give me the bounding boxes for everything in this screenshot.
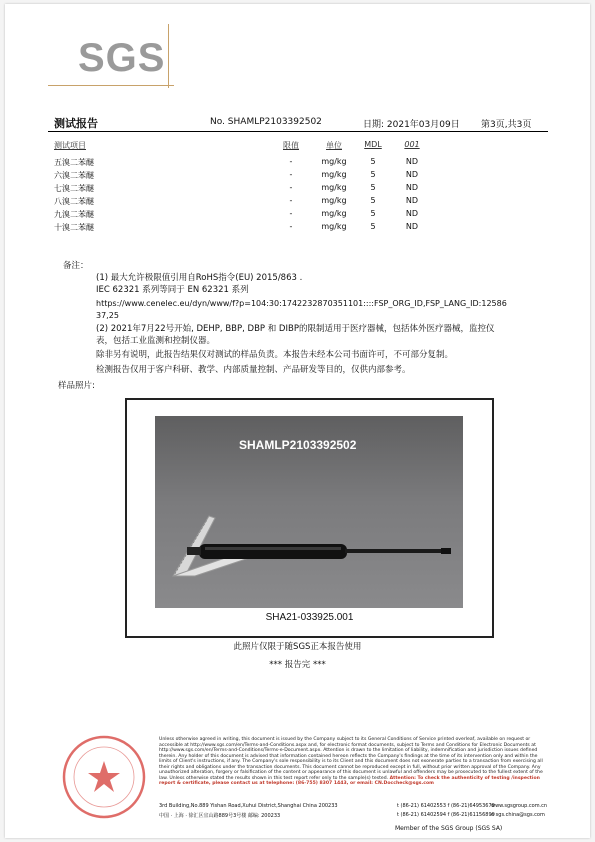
footer-web: www.sgsgroup.com.cn [491, 803, 548, 809]
note-line-1: (1) 最大允许极限值引用自RoHS指令(EU) 2015/863 . [96, 273, 303, 283]
table-cell: 5 [370, 183, 376, 192]
footer-email: e sgs.china@sgs.com [491, 812, 545, 818]
footer-address-en: 3rd Building,No.889 Yishan Road,Xuhui District,Shanghai China 200233 [159, 803, 338, 809]
table-cell: - [289, 157, 293, 166]
company-seal-icon [58, 731, 150, 823]
table-cell: - [289, 222, 293, 231]
table-cell: 5 [370, 222, 376, 231]
photo-usage-note: 此照片仅限于随SGS正本报告使用 [233, 642, 362, 652]
photo-caption: SHA21-033925.001 [265, 612, 354, 623]
table-row [54, 209, 494, 220]
gas-spring-illustration [155, 416, 463, 608]
col-mdl: MDL [364, 140, 382, 149]
table-header [54, 140, 494, 151]
table-cell: 七溴二苯醚 [54, 184, 94, 193]
table-row [54, 157, 494, 168]
note-line-8: 检测报告仅用于客户科研、教学、内部质量控制、产品研发等目的，仅供内部参考。 [96, 365, 411, 375]
table-cell: ND [405, 183, 419, 192]
footer-tel-en: t (86-21) 61402553 f (86-21)64953679 [397, 803, 495, 809]
table-cell: 八溴二苯醚 [54, 197, 94, 206]
table-cell: mg/kg [321, 157, 347, 166]
table-cell: - [289, 196, 293, 205]
report-end: *** 报告完 *** [269, 660, 326, 670]
table-cell: 十溴二苯醚 [54, 223, 94, 232]
table-cell: 5 [370, 170, 376, 179]
logo-underline [48, 85, 174, 86]
photo-section-label: 样品照片: [58, 381, 95, 391]
footer-disclaimer: Unless otherwise agreed in writing, this document is issued by the Company subject to its General Conditions of Service printed overleaf, available on request or accessible at http://www.sgs.com/en/Terms-and-Conditions.aspx and, for electronic format documents, subject to Terms and Conditions for Electronic Documents at http://www.sgs.com/en/Terms-and-Conditions/Terms-e-Document.aspx. Attention is drawn to the limitation of liability, indemnification and jurisdiction issues defined therein. Any holder of this document is advised that information contained hereon reflects the Company's findings at the time of its intervention only and within the limits of Client's instructions, if any. The Company's sole responsibility is to its Client and this document does not exonerate parties to a transaction from exercising all their rights and obligations under the transaction documents. This document cannot be reproduced except in full, without prior written approval of the Company. Any unauthorized alteration, forgery or falsification of the content or appearance of this document is unlawful and offenders may be prosecuted to the fullest extent of the law. Unless otherwise stated the results shown in this test report refer only to the sample(s) tested. Attention: To check the authenticity of testing /inspection report & certificate, please contact us at telephone: (86-755) 8307 1443, or email: CN.Doccheck@sgs.com [159, 737, 543, 786]
table-row [54, 196, 494, 207]
col-001: 001 [404, 140, 420, 149]
sgs-logo: SGS [78, 36, 166, 80]
footer-address-cn: 中国 · 上海 · 徐汇区宜山路889号3号楼 邮编: 200233 [159, 813, 281, 819]
table-cell: 六溴二苯醚 [54, 171, 94, 180]
table-cell: 5 [370, 196, 376, 205]
header-rule [48, 131, 548, 132]
report-title: 测试报告 [54, 117, 98, 130]
page-number: 第3页,共3页 [481, 120, 532, 130]
col-unit: 单位 [326, 141, 342, 150]
table-cell: 5 [370, 157, 376, 166]
table-cell: mg/kg [321, 196, 347, 205]
note-line-3: https://www.cenelec.eu/dyn/www/f?p=104:30:1742232870351101::::FSP_ORG_ID,FSP_LANG_ID:12586 [96, 299, 507, 308]
col-limit: 限值 [283, 141, 299, 150]
note-line-4: 37,25 [96, 311, 119, 320]
report-date: 日期: 2021年03月09日 [363, 120, 460, 130]
table-cell: ND [405, 222, 419, 231]
table-cell: mg/kg [321, 170, 347, 179]
note-line-6: 表，包括工业监测和控制仪器。 [96, 336, 216, 346]
table-cell: 5 [370, 209, 376, 218]
photo-sample-label: SHAMLP2103392502 [239, 438, 357, 452]
footer-member: Member of the SGS Group (SGS SA) [395, 825, 503, 832]
table-cell: mg/kg [321, 222, 347, 231]
col-test-item: 测试项目 [54, 141, 86, 150]
table-cell: mg/kg [321, 209, 347, 218]
report-number: No. SHAMLP2103392502 [210, 117, 322, 127]
table-cell: mg/kg [321, 183, 347, 192]
table-cell: 五溴二苯醚 [54, 158, 94, 167]
table-cell: - [289, 209, 293, 218]
sample-photo [155, 416, 463, 608]
table-cell: ND [405, 196, 419, 205]
photo-frame [125, 398, 494, 638]
logo-vline [168, 24, 169, 88]
footer-tel-cn: t (86-21) 61402594 f (86-21)61156899 [397, 812, 495, 818]
note-line-5: (2) 2021年7月22号开始, DEHP, BBP, DBP 和 DIBP的限制适用于医疗器械，包括体外医疗器械，监控仪 [96, 324, 495, 334]
table-cell: ND [405, 157, 419, 166]
table-row [54, 183, 494, 194]
note-line-2: IEC 62321 系列等同于 EN 62321 系列 [96, 285, 249, 295]
table-cell: - [289, 170, 293, 179]
table-cell: ND [405, 170, 419, 179]
table-cell: ND [405, 209, 419, 218]
table-row [54, 222, 494, 233]
table-cell: 九溴二苯醚 [54, 210, 94, 219]
table-row [54, 170, 494, 181]
note-line-7: 除非另有说明，此报告结果仅对测试的样品负责。本报告未经本公司书面许可，不可部分复制。 [96, 350, 454, 360]
table-cell: - [289, 183, 293, 192]
notes-label: 备注： [63, 261, 89, 271]
